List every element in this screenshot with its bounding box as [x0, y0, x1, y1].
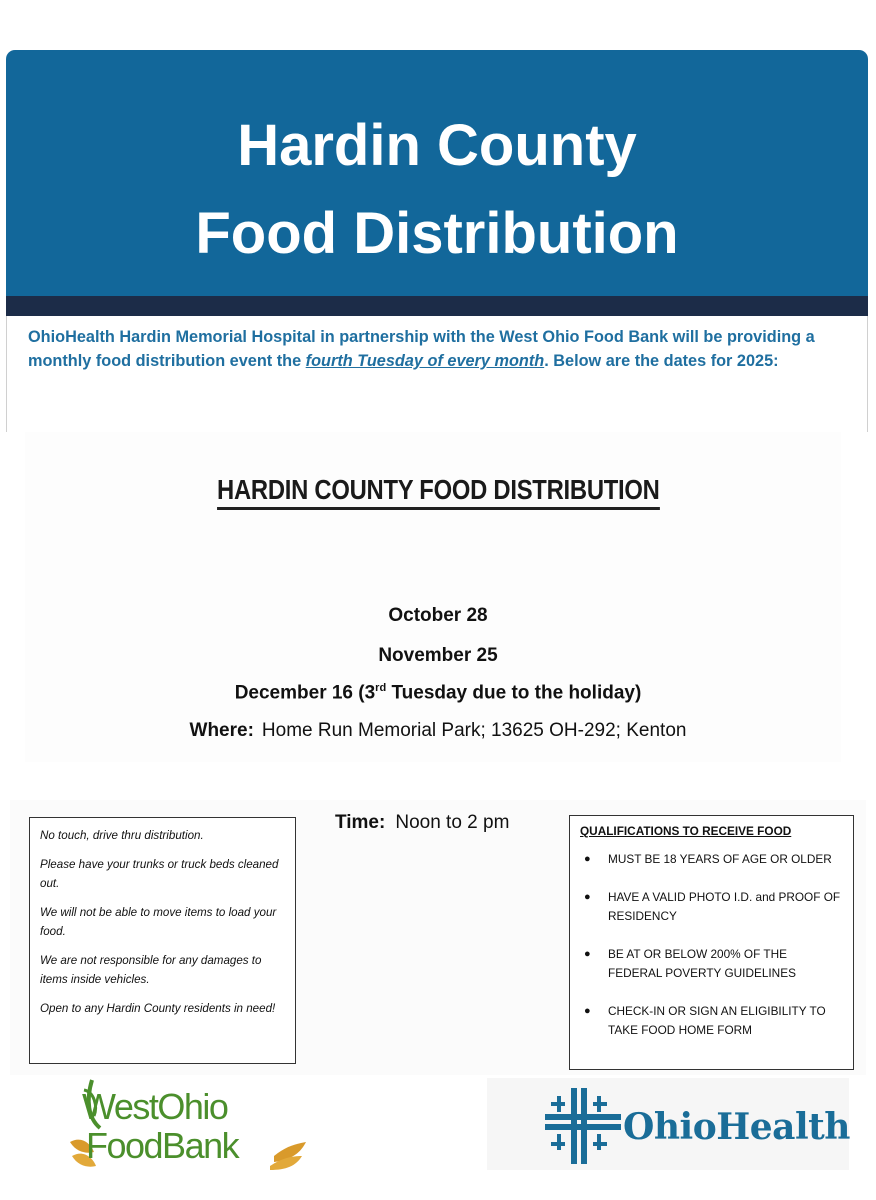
bullet-icon: ●: [584, 1005, 591, 1017]
date-december-prefix: December 16 (3: [234, 682, 376, 704]
rule-item: We are not responsible for any damages to items inside vehicles.: [40, 953, 262, 986]
time-label: Time:: [335, 812, 386, 833]
intro-paragraph: [7, 316, 867, 373]
qualification-text: HAVE A VALID PHOTO I.D. and PROOF OF RESIDENCY: [608, 890, 841, 923]
rule-item: Open to any Hardin County residents in need!: [40, 1001, 276, 1015]
location-line: [0, 720, 876, 742]
intro-text-end: . Below are the dates for 2025:: [544, 352, 779, 370]
title-line-1: Hardin County: [237, 113, 637, 178]
bullet-icon: ●: [584, 948, 591, 960]
flyer-title-text: HARDIN COUNTY FOOD DISTRIBUTION: [217, 474, 660, 510]
date-december: [0, 682, 876, 704]
wofb-name-line2: FoodBank: [86, 1125, 239, 1166]
time-line: [335, 812, 509, 834]
qualification-item: [580, 888, 843, 926]
rules-box: [29, 817, 296, 1064]
where-label: Where:: [189, 720, 254, 741]
page-title: [6, 102, 868, 278]
bullet-icon: ●: [584, 891, 591, 903]
rule-item: We will not be able to move items to load your food.: [40, 905, 277, 938]
rule-item: No touch, drive thru distribution.: [40, 829, 204, 842]
qualification-text: CHECK-IN OR SIGN AN ELIGIBILITY TO TAKE FOOD HOME FORM: [608, 1004, 826, 1037]
date-december-suffix: Tuesday due to the holiday): [386, 682, 642, 704]
ohiohealth-mark-icon: [543, 1086, 623, 1166]
header-banner: [6, 50, 868, 296]
flyer-title: [0, 474, 876, 510]
date-november: November 25: [378, 645, 498, 666]
west-ohio-food-bank-logo: [64, 1072, 314, 1176]
qualification-text: MUST BE 18 YEARS OF AGE OR OLDER: [608, 852, 832, 866]
wofb-name-line1: WestOhio: [82, 1086, 228, 1127]
date-october: October 28: [388, 605, 488, 626]
qualification-item: [580, 1002, 843, 1040]
qualification-item: [580, 945, 843, 983]
title-line-2: Food Distribution: [195, 201, 679, 266]
rule-item: Please have your trunks or truck beds cleaned out.: [40, 857, 279, 890]
qualification-text: BE AT OR BELOW 200% OF THE FEDERAL POVERTY GUIDELINES: [608, 947, 796, 980]
qualifications-box: [569, 815, 854, 1070]
date-december-sup: rd: [375, 682, 387, 694]
intro-text-start: OhioHealth Hardin Memorial Hospital in partnership with the West Ohio Food Bank will be providing a monthly food distribution event the: [28, 328, 815, 370]
intro-section: [6, 316, 868, 432]
time-value: Noon to 2 pm: [395, 812, 510, 833]
intro-emphasis: fourth Tuesday of every month: [305, 352, 545, 370]
qualification-item: [580, 850, 843, 869]
bullet-icon: ●: [584, 853, 591, 865]
where-value: Home Run Memorial Park; 13625 OH-292; Kenton: [261, 720, 687, 741]
qualifications-title: QUALIFICATIONS TO RECEIVE FOOD: [580, 824, 792, 838]
ohiohealth-logo: [487, 1078, 849, 1170]
ohiohealth-wordmark: OhioHealth: [623, 1106, 850, 1148]
banner-divider: [6, 296, 868, 316]
